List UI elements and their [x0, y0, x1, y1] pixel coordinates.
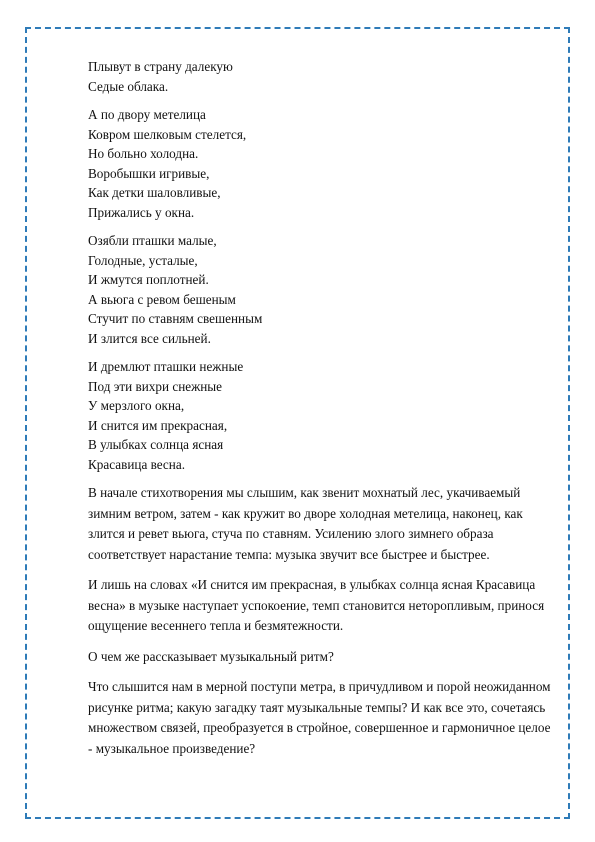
poem-line: И снится им прекрасная,	[88, 417, 228, 433]
poem-line: Голодные, усталые,	[88, 252, 198, 268]
poem-stanza-1	[88, 57, 558, 96]
poem-line: Как детки шаловливые,	[88, 185, 221, 200]
poem-line: В улыбках солнца ясная	[88, 437, 224, 452]
poem-line: Плывут в страну далекую	[88, 59, 233, 74]
poem-stanza-3	[88, 231, 558, 348]
paragraph-rhythm: Что слышится нам в мерной поступи метра, в причудливом и порой неожиданном рисунке ритма; какую загадку таят музыкальные темпы? И как все это, сочетаясь множеством связей, преобразуется в стройное, совершенное и гармоничное целое - музыкальное произведение?	[88, 679, 551, 756]
paragraph-calm: И лишь на словах «И снится им прекрасная, в улыбках солнца ясная Красавица весна» в музыке наступает успокоение, темп становится неторопливым, принося ощущение весеннего тепла и безмятежности.	[88, 577, 545, 633]
poem-line: Стучит по ставням свешенным	[88, 311, 263, 326]
poem-line: Ковром шелковым стелется,	[88, 126, 247, 142]
poem-line: Озябли пташки малые,	[88, 233, 217, 248]
poem-stanza-4	[88, 357, 558, 474]
paragraph-question: О чем же рассказывает музыкальный ритм?	[88, 648, 334, 664]
poem-stanza-2	[88, 105, 558, 222]
paragraph-tempo: В начале стихотворения мы слышим, как звенит мохнатый лес, укачиваемый зимним ветром, затем - как кружит во дворе холодная метелица, наконец, как злится и ревет вьюга, стуча по ставням. Усилению злого зимнего образа соответствует нарастание темпа: музыка звучит все быстрее и быстрее.	[88, 485, 523, 562]
document-body	[88, 57, 558, 769]
poem-line: Прижались у окна.	[88, 204, 195, 220]
poem-line: А вьюга с ревом бешеным	[88, 291, 236, 307]
poem-line: У мерзлого окна,	[88, 398, 185, 413]
poem-line: И дремлют пташки нежные	[88, 359, 244, 374]
poem-line: А по двору метелица	[88, 107, 206, 122]
poem-line: Красавица весна.	[88, 456, 185, 472]
poem-line: И жмутся поплотней.	[88, 272, 209, 287]
poem-line: И злится все сильней.	[88, 330, 211, 346]
poem-line: Воробышки игривые,	[88, 165, 210, 181]
poem-line: Под эти вихри снежные	[88, 378, 222, 394]
poem-line: Но больно холодна.	[88, 146, 199, 161]
poem-line: Седые облака.	[88, 78, 169, 94]
